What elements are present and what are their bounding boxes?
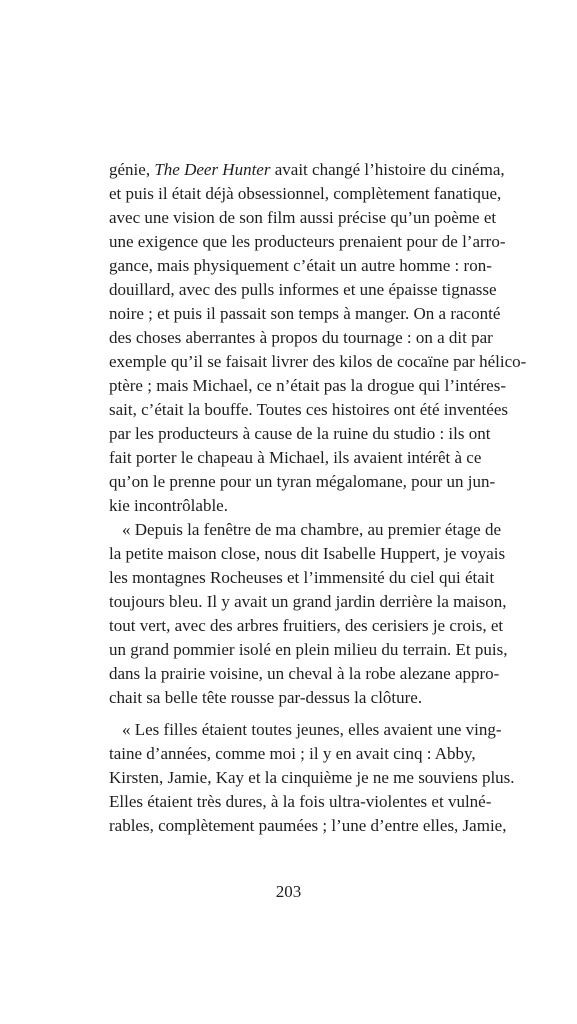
text-line: la petite maison close, nous dit Isabelle Huppert, je voyais	[109, 544, 506, 563]
body-text	[109, 158, 527, 838]
text-line: Kirsten, Jamie, Kay et la cinquième je ne me souviens plus.	[109, 768, 515, 787]
text-line: toujours bleu. Il y avait un grand jardin derrière la maison,	[109, 592, 507, 611]
text-line: ptère ; mais Michael, ce n’était pas la drogue qui l’intéres-	[109, 376, 506, 395]
text-line: des choses aberrantes à propos du tournage : on a dit par	[109, 328, 493, 347]
text-line: fait porter le chapeau à Michael, ils avaient intérêt à ce	[109, 448, 482, 467]
text-line: exemple qu’il se faisait livrer des kilos de cocaïne par hélico-	[109, 352, 527, 371]
text-line: taine d’années, comme moi ; il y en avait cinq : Abby,	[109, 744, 476, 763]
film-title: The Deer Hunter	[154, 160, 271, 179]
text-line: Elles étaient très dures, à la fois ultra-violentes et vulné-	[109, 792, 492, 811]
text-line: gance, mais physiquement c’était un autre homme : ron-	[109, 256, 492, 275]
text-line: chait sa belle tête rousse par-dessus la clôture.	[109, 688, 423, 707]
text-line: « Depuis la fenêtre de ma chambre, au premier étage de	[122, 520, 502, 539]
text-line	[109, 158, 505, 182]
text-line: tout vert, avec des arbres fruitiers, des cerisiers je crois, et	[109, 616, 504, 635]
text-line: sait, c’était la bouffe. Toutes ces histoires ont été inventées	[109, 400, 508, 419]
text-segment: avait changé l’histoire du cinéma,	[270, 160, 505, 179]
text-line: dans la prairie voisine, un cheval à la robe alezane appro-	[109, 664, 500, 683]
text-segment: génie,	[109, 160, 155, 179]
text-line: rables, complètement paumées ; l’une d’entre elles, Jamie,	[109, 816, 507, 835]
text-line: noire ; et puis il passait son temps à manger. On a raconté	[109, 304, 501, 323]
text-line: un grand pommier isolé en plein milieu du terrain. Et puis,	[109, 640, 508, 659]
text-line: une exigence que les producteurs prenaient pour de l’arro-	[109, 232, 506, 251]
text-line: avec une vision de son film aussi précise qu’un poème et	[109, 208, 497, 227]
text-line: « Les filles étaient toutes jeunes, elles avaient une ving-	[122, 720, 502, 739]
text-line: qu’on le prenne pour un tyran mégalomane, pour un jun-	[109, 472, 496, 491]
text-line: kie incontrôlable.	[109, 496, 228, 515]
text-line: douillard, avec des pulls informes et une épaisse tignasse	[109, 280, 497, 299]
text-line: les montagnes Rocheuses et l’immensité du ciel qui était	[109, 568, 495, 587]
text-line: par les producteurs à cause de la ruine du studio : ils ont	[109, 424, 491, 443]
page-number: 203	[275, 882, 302, 901]
text-line: et puis il était déjà obsessionnel, complètement fanatique,	[109, 184, 502, 203]
